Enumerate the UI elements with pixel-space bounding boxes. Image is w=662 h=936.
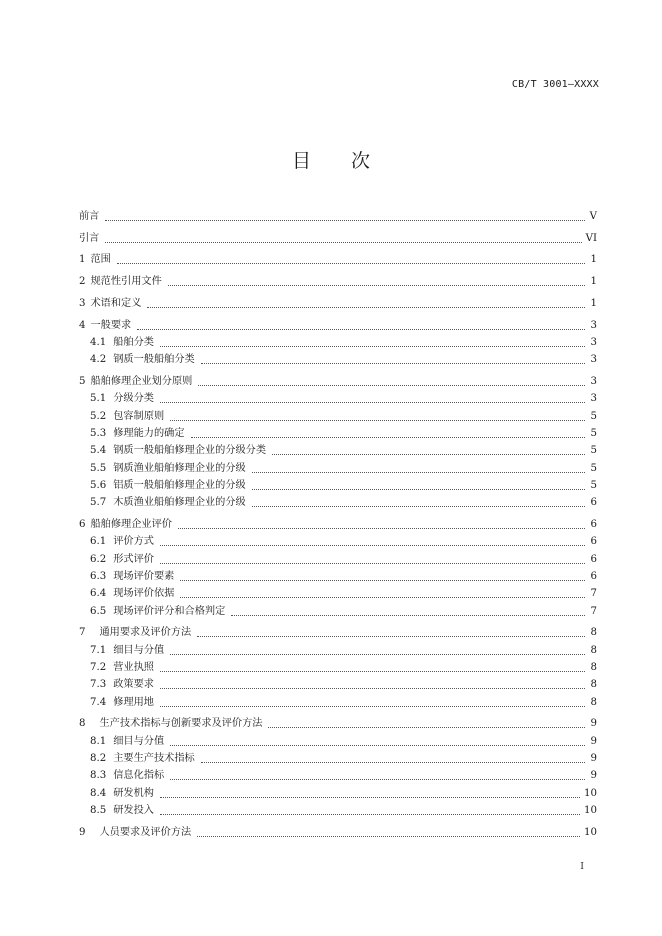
toc-entry-page: 8 xyxy=(590,644,597,656)
toc-entry[interactable] xyxy=(79,349,597,366)
toc-entry-page: 7 xyxy=(590,605,597,617)
dot-leader xyxy=(147,306,585,308)
dot-leader xyxy=(160,401,585,403)
toc-entry-page: 5 xyxy=(590,445,597,457)
toc-entry-number: 6.5 xyxy=(90,605,107,617)
toc-entry-label: 分级分类 xyxy=(113,393,154,405)
toc-entry-label: 钢质一般船舶分类 xyxy=(113,354,195,366)
dot-leader xyxy=(231,614,585,616)
toc-entry[interactable] xyxy=(79,782,597,799)
toc-entry-page: 8 xyxy=(590,679,597,691)
toc-entry-page: 10 xyxy=(584,804,597,816)
dot-leader xyxy=(180,579,585,581)
toc-entry-page: 7 xyxy=(590,588,597,600)
dot-leader xyxy=(137,328,585,330)
dot-leader xyxy=(160,687,585,689)
toc-entry-label: 细目与分值 xyxy=(113,735,165,747)
toc-entry-label: 研发机构 xyxy=(113,787,154,799)
toc-entry-number: 6 xyxy=(79,519,86,531)
toc-entry-label: 人员要求及评价方法 xyxy=(99,826,192,838)
toc-entry-number: 8.4 xyxy=(90,787,107,799)
toc-entry[interactable] xyxy=(79,245,597,267)
dot-leader xyxy=(252,471,585,473)
dot-leader xyxy=(160,562,585,564)
dot-leader xyxy=(201,362,585,364)
toc-entry-page: 5 xyxy=(590,462,597,474)
toc-entry[interactable] xyxy=(79,288,597,310)
toc-entry-number: 4.1 xyxy=(90,337,107,349)
toc-entry-label: 木质渔业船舶修理企业的分级 xyxy=(113,497,246,509)
title-char-1: 目 xyxy=(291,150,311,172)
toc-entry-number: 5.5 xyxy=(90,462,107,474)
toc-entry[interactable] xyxy=(79,730,597,747)
dot-leader xyxy=(197,635,585,637)
toc-entry[interactable] xyxy=(79,509,597,531)
toc-entry-label: 主要生产技术指标 xyxy=(113,752,195,764)
toc-entry-label: 引言 xyxy=(79,232,100,244)
toc-entry-page: 1 xyxy=(590,254,597,266)
toc-entry-page: 8 xyxy=(590,627,597,639)
toc-entry-page: 6 xyxy=(590,536,597,548)
toc-entry-page: V xyxy=(589,210,597,222)
toc-entry-page: VI xyxy=(585,232,597,244)
dot-leader xyxy=(198,384,585,386)
toc-entry-page: 6 xyxy=(590,497,597,509)
dot-leader xyxy=(168,284,585,286)
toc-entry-label: 范围 xyxy=(90,254,111,266)
toc-entry-label: 钢质渔业船舶修理企业的分级 xyxy=(113,462,246,474)
toc-entry[interactable] xyxy=(79,531,597,548)
toc-entry-number: 7.3 xyxy=(90,679,107,691)
toc-entry-number: 6.2 xyxy=(90,553,107,565)
toc-entry-number: 4 xyxy=(79,319,86,331)
dot-leader xyxy=(160,544,585,546)
toc-entry-number: 5.7 xyxy=(90,497,107,509)
toc-entry-label: 形式评价 xyxy=(113,553,154,565)
toc-entry-label: 一般要求 xyxy=(90,319,132,331)
toc-entry-label: 营业执照 xyxy=(113,661,154,673)
dot-leader xyxy=(252,505,585,507)
page-number: I xyxy=(580,861,584,872)
toc-entry[interactable] xyxy=(79,492,597,509)
toc-entry-page: 5 xyxy=(590,479,597,491)
title-char-2: 次 xyxy=(351,150,371,172)
toc-entry-label: 现场评价要素 xyxy=(113,570,175,582)
toc-entry-page: 8 xyxy=(590,661,597,673)
toc-entry-label: 修理用地 xyxy=(113,696,154,708)
toc-entry[interactable] xyxy=(79,800,597,817)
toc-entry-number: 9 xyxy=(79,826,86,838)
toc-entry-page: 9 xyxy=(590,718,597,730)
toc-entry-number: 7 xyxy=(79,627,86,639)
dot-leader xyxy=(201,761,585,763)
toc-entry-label: 生产技术指标与创新要求及评价方法 xyxy=(99,718,263,730)
toc-entry-label: 研发投入 xyxy=(113,804,154,816)
dot-leader xyxy=(160,813,580,815)
toc-entry[interactable] xyxy=(79,657,597,674)
toc-entry[interactable] xyxy=(79,817,597,839)
toc-entry-page: 3 xyxy=(590,337,597,349)
dot-leader xyxy=(178,527,585,529)
dot-leader xyxy=(272,453,585,455)
toc-entry[interactable] xyxy=(79,674,597,691)
toc-entry-page: 9 xyxy=(590,770,597,782)
toc-entry-page: 3 xyxy=(590,376,597,388)
toc-entry-label: 包容制原则 xyxy=(113,410,165,422)
page-title xyxy=(0,146,662,173)
toc-entry[interactable] xyxy=(79,201,597,223)
toc-entry-number: 5.6 xyxy=(90,479,107,491)
toc-entry-number: 6.1 xyxy=(90,536,107,548)
toc-entry[interactable] xyxy=(79,266,597,288)
dot-leader xyxy=(160,705,585,707)
toc-entry[interactable] xyxy=(79,366,597,388)
toc-entry-page: 1 xyxy=(590,276,597,288)
toc-entry-label: 铝质一般船舶修理企业的分级 xyxy=(113,479,246,491)
toc-entry-page: 6 xyxy=(590,570,597,582)
dot-leader xyxy=(170,778,585,780)
dot-leader xyxy=(160,670,585,672)
toc-entry-page: 1 xyxy=(590,297,597,309)
toc-entry-page: 10 xyxy=(584,787,597,799)
toc-entry[interactable] xyxy=(79,388,597,405)
toc-entry-number: 5.1 xyxy=(90,393,107,405)
toc-entry-number: 8.5 xyxy=(90,804,107,816)
toc-entry-number: 8.1 xyxy=(90,735,107,747)
toc-entry-label: 信息化指标 xyxy=(113,770,165,782)
toc-entry-page: 3 xyxy=(590,319,597,331)
toc-entry[interactable] xyxy=(79,600,597,617)
dot-leader xyxy=(105,241,581,243)
toc-entry-number: 5.4 xyxy=(90,445,107,457)
toc-entry[interactable] xyxy=(79,332,597,349)
dot-leader xyxy=(170,653,585,655)
toc-entry-number: 8 xyxy=(79,718,86,730)
toc-entry[interactable] xyxy=(79,566,597,583)
toc-entry[interactable] xyxy=(79,548,597,565)
toc-entry-number: 2 xyxy=(79,276,86,288)
toc-entry-page: 6 xyxy=(590,553,597,565)
toc-entry[interactable] xyxy=(79,457,597,474)
toc-entry-number: 3 xyxy=(79,297,86,309)
toc-entry-page: 8 xyxy=(590,696,597,708)
toc-entry-label: 船舶分类 xyxy=(113,337,154,349)
toc-entry-page: 5 xyxy=(590,410,597,422)
toc-entry-label: 细目与分值 xyxy=(113,644,165,656)
toc-entry-number: 5.3 xyxy=(90,428,107,440)
dot-leader xyxy=(170,419,585,421)
toc-entry-number: 6.4 xyxy=(90,588,107,600)
toc-entry[interactable] xyxy=(79,310,597,332)
toc-entry-label: 修理能力的确定 xyxy=(113,428,185,440)
toc-entry[interactable] xyxy=(79,583,597,600)
toc-list xyxy=(79,201,597,839)
toc-entry-number: 1 xyxy=(79,254,86,266)
toc-entry-page: 3 xyxy=(590,354,597,366)
toc-entry-number: 4.2 xyxy=(90,354,107,366)
toc-entry[interactable] xyxy=(79,639,597,656)
dot-leader xyxy=(117,262,585,264)
toc-entry-number: 7.4 xyxy=(90,696,107,708)
toc-entry[interactable] xyxy=(79,405,597,422)
toc-entry-number: 8.3 xyxy=(90,770,107,782)
toc-entry-page: 10 xyxy=(584,826,597,838)
toc-entry-page: 9 xyxy=(590,735,597,747)
dot-leader xyxy=(252,488,585,490)
toc-entry-number: 5.2 xyxy=(90,410,107,422)
toc-entry-label: 船舶修理企业划分原则 xyxy=(90,376,193,388)
toc-entry-number: 8.2 xyxy=(90,752,107,764)
dot-leader xyxy=(268,726,585,728)
toc-entry-label: 钢质一般船舶修理企业的分级分类 xyxy=(113,445,267,457)
toc-entry-label: 现场评价评分和合格判定 xyxy=(113,605,226,617)
toc-entry[interactable] xyxy=(79,709,597,731)
toc-entry-page: 6 xyxy=(590,519,597,531)
toc-entry-label: 现场评价依据 xyxy=(113,588,175,600)
dot-leader xyxy=(170,744,585,746)
toc-entry-number: 7.1 xyxy=(90,644,107,656)
toc-entry-number: 7.2 xyxy=(90,661,107,673)
toc-entry-label: 前言 xyxy=(79,210,100,222)
toc-entry[interactable] xyxy=(79,440,597,457)
toc-entry-label: 政策要求 xyxy=(113,679,154,691)
toc-entry-page: 5 xyxy=(590,428,597,440)
toc-entry[interactable] xyxy=(79,618,597,640)
dot-leader xyxy=(197,835,580,837)
toc-entry-number: 5 xyxy=(79,376,86,388)
toc-entry-label: 船舶修理企业评价 xyxy=(90,519,172,531)
doc-code: CB/T 3001—XXXX xyxy=(511,79,599,90)
dot-leader xyxy=(180,596,585,598)
toc-entry[interactable] xyxy=(79,423,597,440)
toc-entry-page: 3 xyxy=(590,393,597,405)
toc-entry-label: 规范性引用文件 xyxy=(90,276,162,288)
toc-entry-label: 术语和定义 xyxy=(90,297,142,309)
toc-entry[interactable] xyxy=(79,765,597,782)
toc-entry[interactable] xyxy=(79,748,597,765)
toc-entry[interactable] xyxy=(79,223,597,245)
toc-entry-number: 6.3 xyxy=(90,570,107,582)
toc-entry[interactable] xyxy=(79,475,597,492)
toc-entry-page: 9 xyxy=(590,752,597,764)
dot-leader xyxy=(160,796,580,798)
toc-entry-label: 评价方式 xyxy=(113,536,154,548)
dot-leader xyxy=(191,436,585,438)
toc-entry-label: 通用要求及评价方法 xyxy=(99,627,192,639)
dot-leader xyxy=(105,219,585,221)
dot-leader xyxy=(160,345,585,347)
toc-entry[interactable] xyxy=(79,691,597,708)
